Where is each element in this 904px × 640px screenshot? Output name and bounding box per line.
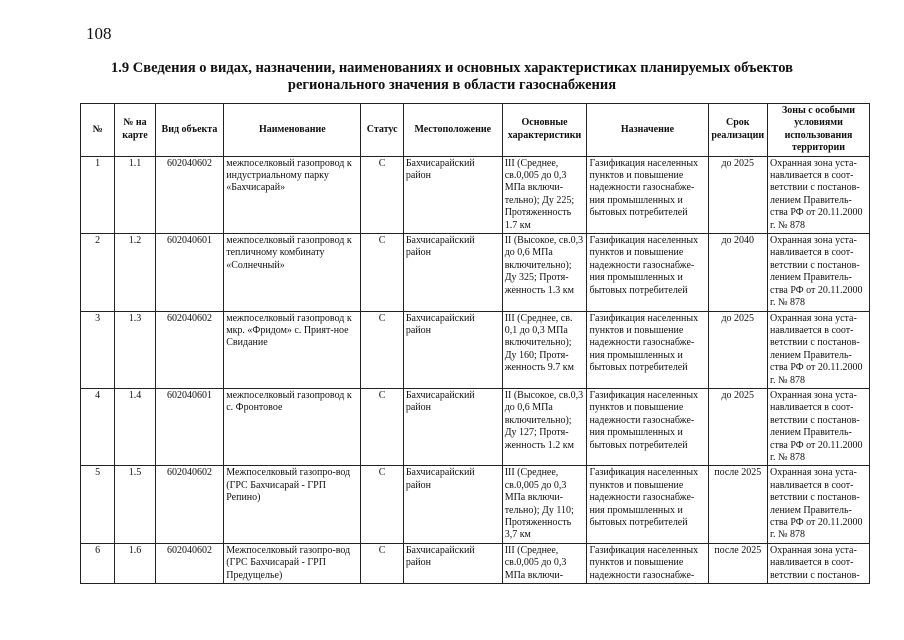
cell-location: Бахчисарайский район — [403, 311, 502, 388]
cell-term: после 2025 — [708, 466, 768, 543]
cell-num: 1 — [81, 156, 115, 233]
cell-location: Бахчисарайский район — [403, 388, 502, 465]
cell-purpose: Газификация населенных пунктов и повышение надежности газоснабже- — [587, 543, 708, 583]
cell-characteristics: II (Высокое, св.0,3 до 0,6 МПа включительно); Ду 127; Протя-женность 1.2 км — [502, 388, 587, 465]
table-row — [81, 388, 870, 465]
cell-zones: Охранная зона уста-навливается в соот-ветствии с постанов-лением Правитель-ства РФ от 20.11.2000 г. № 878 — [768, 466, 870, 543]
cell-characteristics: III (Среднее, св. 0,1 до 0,3 МПа включительно); Ду 160; Протя-женность 9.7 км — [502, 311, 587, 388]
cell-status: С — [361, 388, 403, 465]
cell-name: межпоселковый газопровод к индустриальному парку «Бахчисарай» — [224, 156, 361, 233]
cell-zones: Охранная зона уста-навливается в соот-ветствии с постанов-лением Правитель-ства РФ от 20.11.2000 г. № 878 — [768, 388, 870, 465]
cell-name: Межпоселковый газопро-вод (ГРС Бахчисарай - ГРП Репино) — [224, 466, 361, 543]
cell-object-type: 602040602 — [155, 466, 224, 543]
cell-term: после 2025 — [708, 543, 768, 583]
cell-map-num: 1.2 — [115, 234, 155, 311]
header-num: № — [81, 104, 115, 157]
cell-purpose: Газификация населенных пунктов и повышение надежности газоснабже-ния промышленных и бытовых потребителей — [587, 156, 708, 233]
gas-objects-table — [80, 103, 870, 584]
cell-location: Бахчисарайский район — [403, 234, 502, 311]
header-zones: Зоны с особыми условиями использования территории — [768, 104, 870, 157]
header-map-num: № на карте — [115, 104, 155, 157]
header-term: Срок реализации — [708, 104, 768, 157]
section-title — [80, 60, 824, 94]
cell-characteristics: III (Среднее, св.0,005 до 0,3 МПа включи-тельно); Ду 110; Протяженность 3,7 км — [502, 466, 587, 543]
cell-num: 4 — [81, 388, 115, 465]
cell-map-num: 1.3 — [115, 311, 155, 388]
header-name: Наименование — [224, 104, 361, 157]
cell-location: Бахчисарайский район — [403, 156, 502, 233]
cell-object-type: 602040601 — [155, 388, 224, 465]
cell-term: до 2025 — [708, 311, 768, 388]
cell-zones: Охранная зона уста-навливается в соот-ветствии с постанов- — [768, 543, 870, 583]
table-row — [81, 543, 870, 583]
cell-location: Бахчисарайский район — [403, 466, 502, 543]
cell-status: С — [361, 466, 403, 543]
table-row — [81, 466, 870, 543]
section-title-line-2: регионального значения в области газоснабжения — [287, 77, 617, 93]
cell-purpose: Газификация населенных пунктов и повышение надежности газоснабже-ния промышленных и бытовых потребителей — [587, 311, 708, 388]
cell-name: межпоселковый газопровод к мкр. «Фридом» с. Прият-ное Свидание — [224, 311, 361, 388]
cell-zones: Охранная зона уста-навливается в соот-ветствии с постанов-лением Правитель-ства РФ от 20.11.2000 г. № 878 — [768, 234, 870, 311]
cell-name: Межпоселковый газопро-вод (ГРС Бахчисарай - ГРП Предущелье) — [224, 543, 361, 583]
cell-status: С — [361, 234, 403, 311]
cell-status: С — [361, 156, 403, 233]
cell-object-type: 602040602 — [155, 156, 224, 233]
section-title-line-1: 1.9 Сведения о видах, назначении, наименованиях и основных характеристиках планируемых объектов — [111, 60, 793, 76]
cell-map-num: 1.1 — [115, 156, 155, 233]
cell-term: до 2040 — [708, 234, 768, 311]
cell-object-type: 602040602 — [155, 543, 224, 583]
cell-location: Бахчисарайский район — [403, 543, 502, 583]
header-purpose: Назначение — [587, 104, 708, 157]
cell-num: 5 — [81, 466, 115, 543]
cell-zones: Охранная зона уста-навливается в соот-ветствии с постанов-лением Правитель-ства РФ от 20.11.2000 г. № 878 — [768, 156, 870, 233]
header-characteristics: Основные характеристики — [502, 104, 587, 157]
cell-zones: Охранная зона уста-навливается в соот-ветствии с постанов-лением Правитель-ства РФ от 20.11.2000 г. № 878 — [768, 311, 870, 388]
cell-status: С — [361, 311, 403, 388]
table-row — [81, 311, 870, 388]
cell-num: 6 — [81, 543, 115, 583]
table-row — [81, 234, 870, 311]
header-location: Местоположение — [403, 104, 502, 157]
cell-map-num: 1.4 — [115, 388, 155, 465]
cell-num: 3 — [81, 311, 115, 388]
cell-term: до 2025 — [708, 388, 768, 465]
cell-map-num: 1.5 — [115, 466, 155, 543]
cell-characteristics: II (Высокое, св.0,3 до 0,6 МПа включительно); Ду 325; Протя-женность 1.3 км — [502, 234, 587, 311]
cell-name: межпоселковый газопровод к с. Фронтовое — [224, 388, 361, 465]
page-number: 108 — [86, 24, 112, 43]
header-object-type: Вид объекта — [155, 104, 224, 157]
table-header-row — [81, 104, 870, 157]
cell-object-type: 602040601 — [155, 234, 224, 311]
cell-purpose: Газификация населенных пунктов и повышение надежности газоснабже-ния промышленных и бытовых потребителей — [587, 388, 708, 465]
cell-term: до 2025 — [708, 156, 768, 233]
cell-characteristics: III (Среднее, св.0,005 до 0,3 МПа включи- — [502, 543, 587, 583]
cell-num: 2 — [81, 234, 115, 311]
cell-object-type: 602040602 — [155, 311, 224, 388]
cell-status: С — [361, 543, 403, 583]
header-status: Статус — [361, 104, 403, 157]
cell-purpose: Газификация населенных пунктов и повышение надежности газоснабже-ния промышленных и бытовых потребителей — [587, 234, 708, 311]
cell-name: межпоселковый газопровод к тепличному комбинату «Солнечный» — [224, 234, 361, 311]
table-row — [81, 156, 870, 233]
cell-map-num: 1.6 — [115, 543, 155, 583]
cell-characteristics: III (Среднее, св.0,005 до 0,3 МПа включи-тельно); Ду 225; Протяженность 1.7 км — [502, 156, 587, 233]
cell-purpose: Газификация населенных пунктов и повышение надежности газоснабже-ния промышленных и бытовых потребителей — [587, 466, 708, 543]
